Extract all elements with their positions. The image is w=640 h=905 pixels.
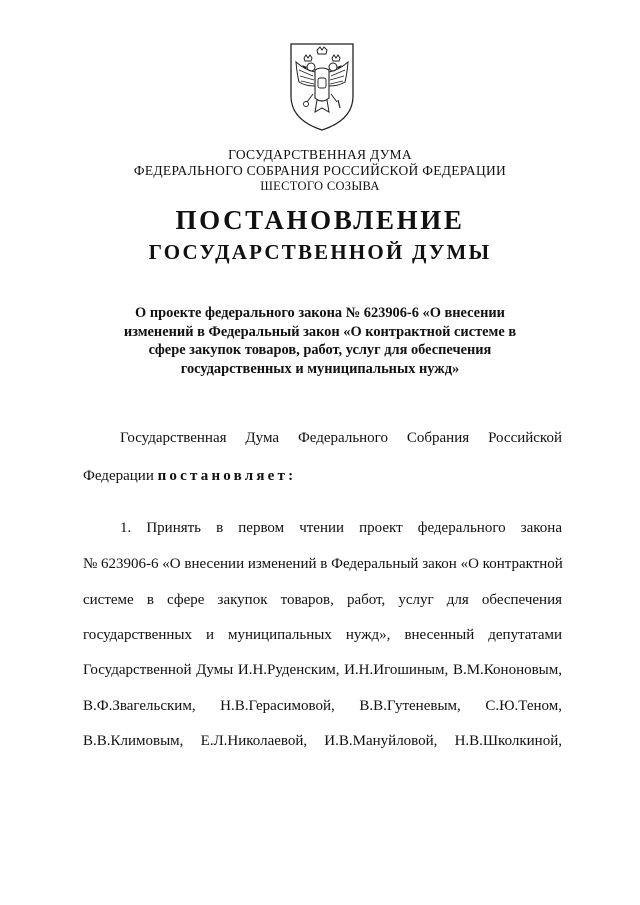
header-line-state-duma: ГОСУДАРСТВЕННАЯ ДУМА <box>228 147 412 162</box>
resolution-subject <box>100 304 540 378</box>
subject-line: сфере закупок товаров, работ, услуг для обеспечения <box>148 342 492 358</box>
header-line-convocation: ШЕСТОГО СОЗЫВА <box>260 179 380 193</box>
subject-line: О проекте федерального закона № 623906-6 «О внесении <box>135 305 505 321</box>
state-emblem <box>287 40 357 132</box>
preamble-line: Государственная Дума Федерального Собрания Российской <box>120 430 562 446</box>
subject-line: изменений в Федеральный закон «О контрактной системе в <box>123 323 517 340</box>
preamble-decree-line <box>83 466 562 486</box>
decree-word: постановляет: <box>157 468 297 484</box>
document-subtitle: ГОСУДАРСТВЕННОЙ ДУМЫ <box>148 240 492 264</box>
clause-line: системе в сфере закупок товаров, работ, услуг для обеспечения <box>83 592 562 608</box>
double-headed-eagle-icon <box>287 40 357 132</box>
preamble-prefix: Федерации <box>83 468 158 484</box>
clause-line: В.Ф.Звагельским, Н.В.Герасимовой, В.В.Гутеневым, С.Ю.Теном, <box>83 698 562 714</box>
clause-line: В.В.Климовым, Е.Л.Николаевой, И.В.Мануйловой, Н.В.Школкиной, <box>83 733 562 749</box>
clause-line: Государственной Думы И.Н.Руденским, И.Н.Игошиным, В.М.Кононовым, <box>83 662 562 678</box>
header-line-federal-assembly: ФЕДЕРАЛЬНОГО СОБРАНИЯ РОССИЙСКОЙ ФЕДЕРАЦИИ <box>133 163 507 178</box>
clause-line: 1. Принять в первом чтении проект федерального закона <box>120 520 562 536</box>
clause-line: государственных и муниципальных нужд», внесенный депутатами <box>83 627 562 643</box>
document-title: ПОСТАНОВЛЕНИЕ <box>175 205 465 235</box>
clause-line: № 623906-6 «О внесении изменений в Федеральный закон «О контрактной <box>83 556 563 572</box>
subject-line: государственных и муниципальных нужд» <box>180 360 460 377</box>
